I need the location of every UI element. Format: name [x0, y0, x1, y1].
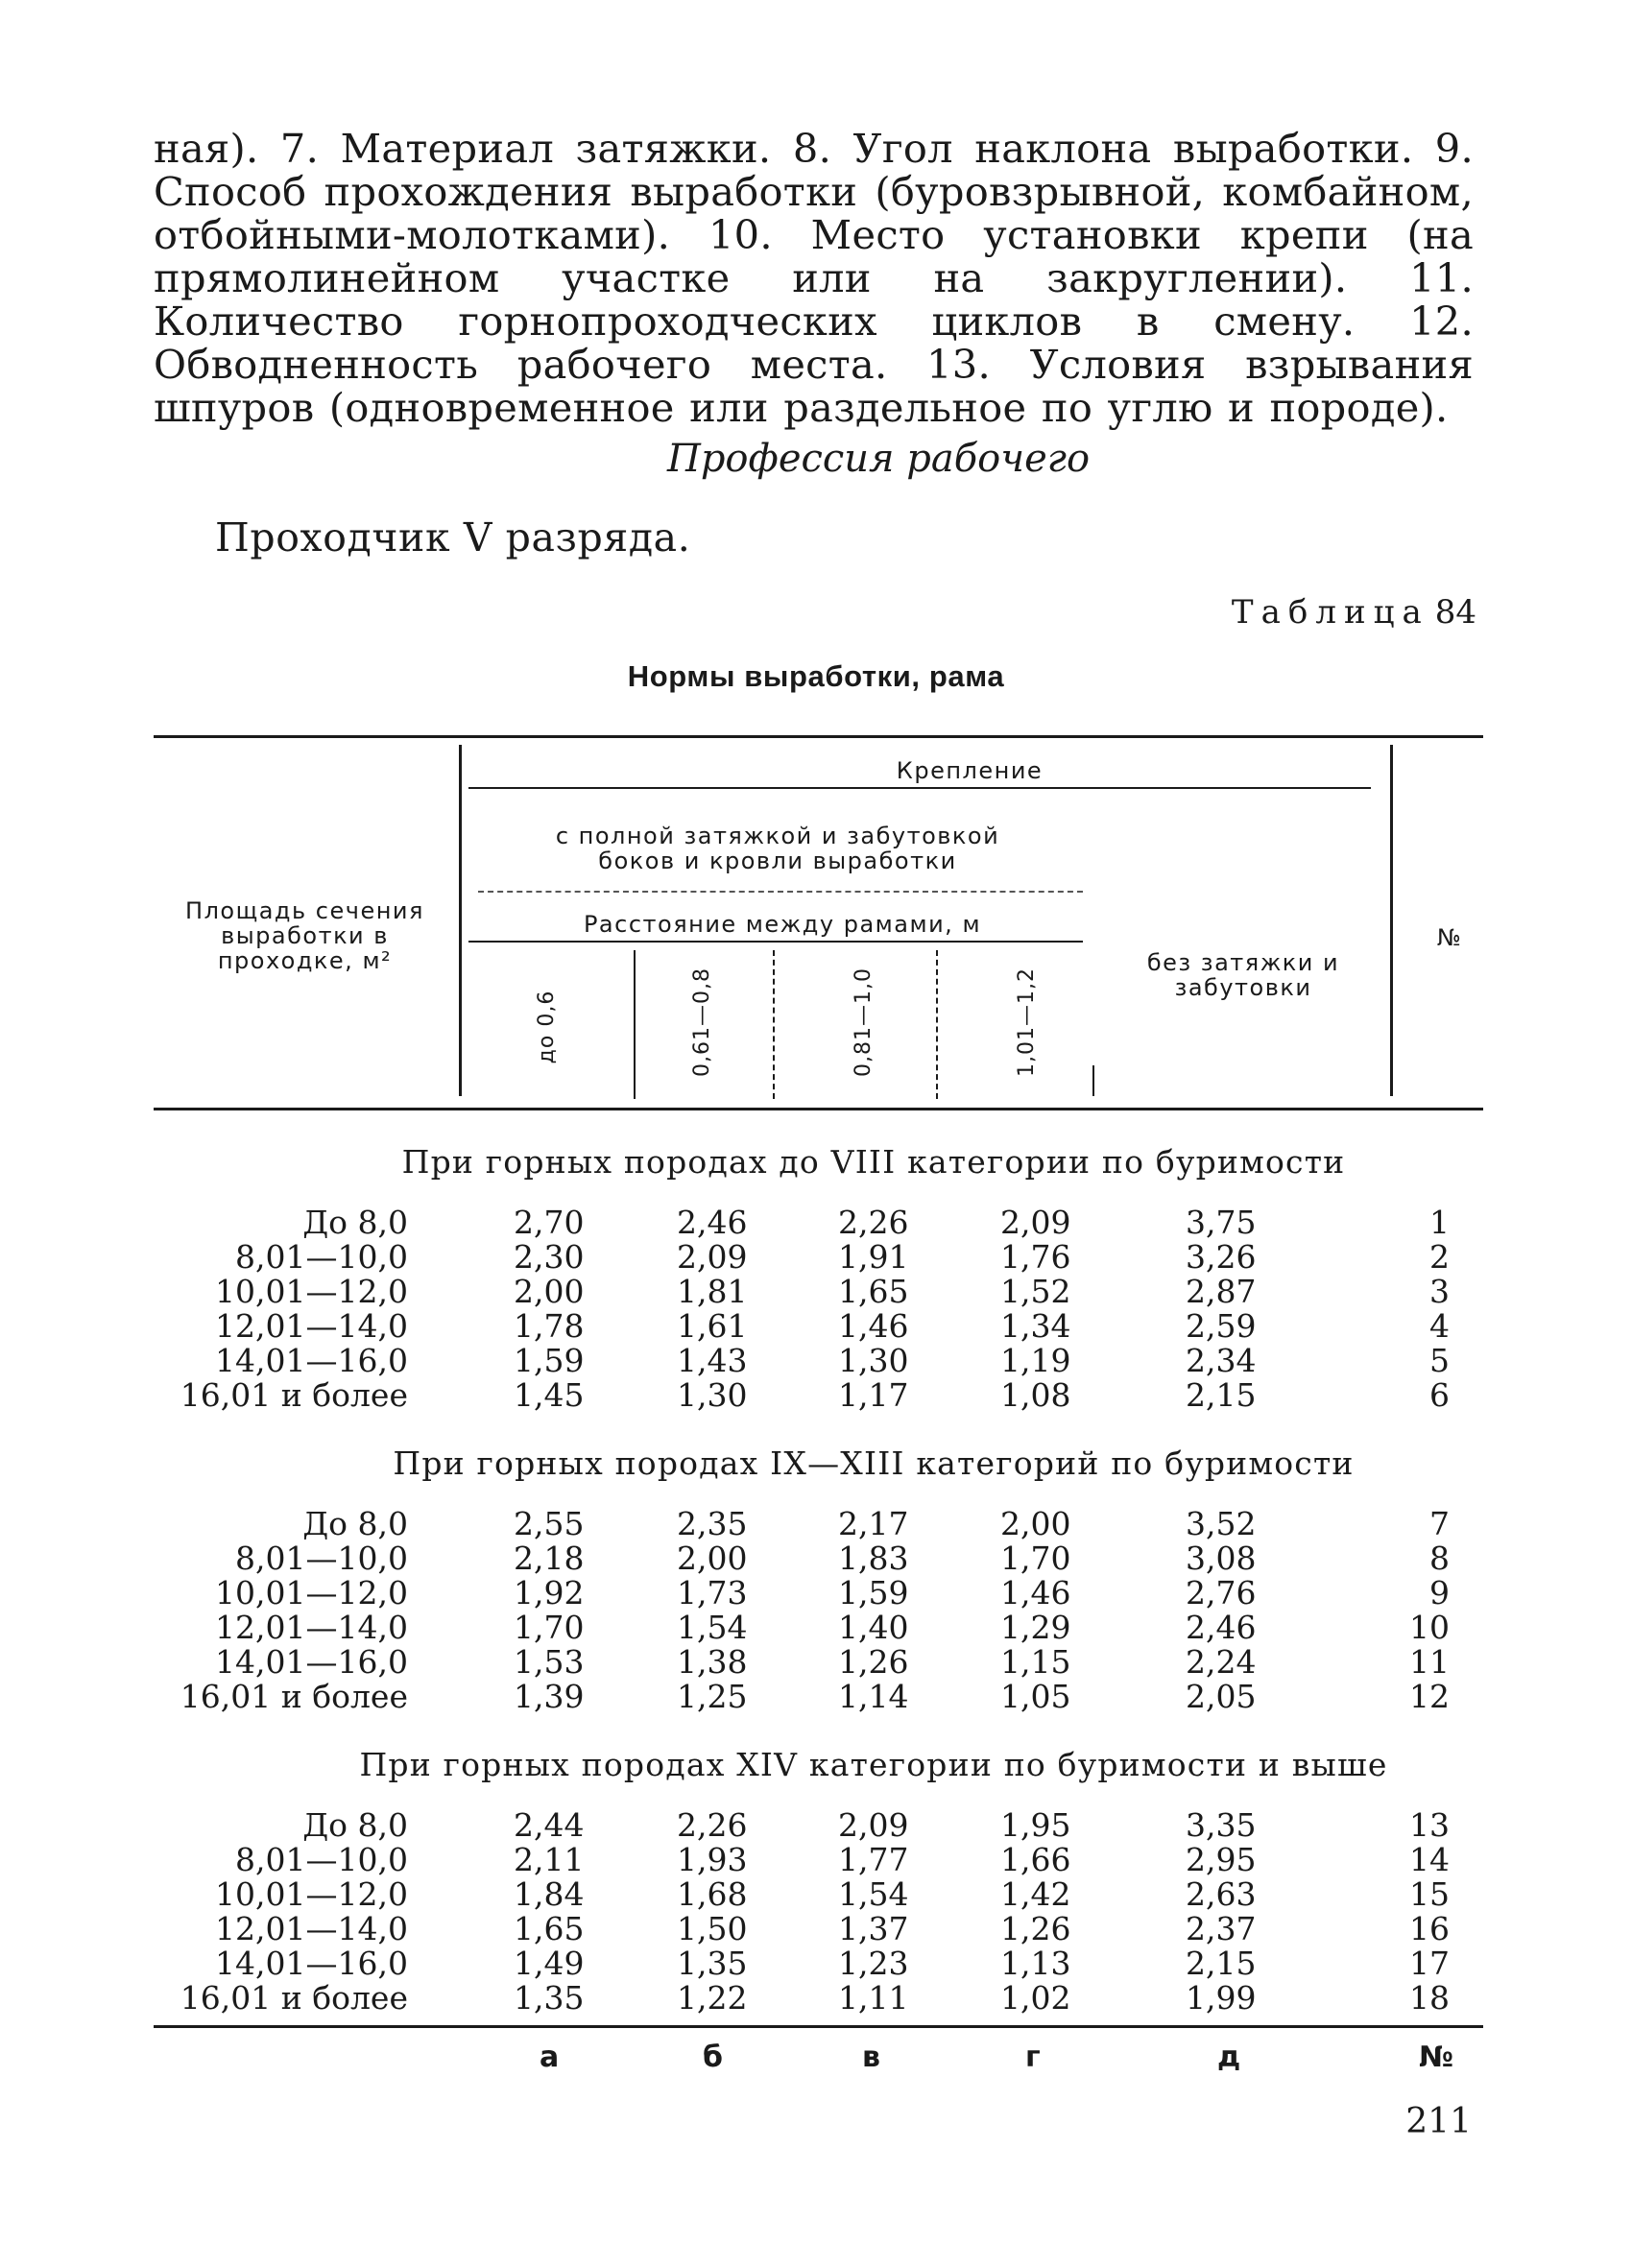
cell-b: 2,46: [677, 1204, 748, 1241]
cell-d: 1,52: [1000, 1273, 1071, 1310]
cell-n: 13: [1409, 1806, 1450, 1844]
cell-area: 14,01—16,0: [215, 1342, 408, 1379]
cell-c: 1,30: [838, 1342, 909, 1379]
lagging-underline: [478, 891, 1083, 893]
cell-d: 1,15: [1000, 1643, 1071, 1681]
cell-c: 1,54: [838, 1875, 909, 1913]
cell-c: 1,40: [838, 1609, 909, 1646]
cell-d: 1,29: [1000, 1609, 1071, 1646]
cell-e: 2,95: [1186, 1841, 1257, 1878]
header-top-rule: [154, 735, 1483, 738]
cell-e: 2,37: [1186, 1910, 1257, 1947]
cell-n: 14: [1409, 1841, 1450, 1878]
column-letter: №: [1419, 2041, 1454, 2074]
cell-c: 2,26: [838, 1204, 909, 1241]
cell-area: 8,01—10,0: [235, 1841, 408, 1878]
cell-b: 1,73: [677, 1574, 748, 1611]
cell-c: 1,91: [838, 1238, 909, 1276]
cell-c: 1,26: [838, 1643, 909, 1681]
cell-d: 1,95: [1000, 1806, 1071, 1844]
table-row: [0, 1307, 1632, 1345]
cell-n: 9: [1429, 1574, 1450, 1611]
cell-b: 1,22: [677, 1979, 748, 2017]
cell-n: 11: [1409, 1643, 1450, 1681]
cell-c: 2,09: [838, 1806, 909, 1844]
cell-c: 1,37: [838, 1910, 909, 1947]
cell-e: 2,46: [1186, 1609, 1257, 1646]
cell-d: 1,19: [1000, 1342, 1071, 1379]
cell-b: 1,25: [677, 1678, 748, 1715]
cell-c: 1,46: [838, 1307, 909, 1345]
cell-n: 5: [1429, 1342, 1450, 1379]
range-divider-2: [773, 950, 775, 1099]
cell-area: 16,01 и более: [180, 1979, 408, 2017]
cell-d: 1,70: [1000, 1540, 1071, 1577]
table-row: [0, 1238, 1632, 1276]
cell-e: 2,24: [1186, 1643, 1257, 1681]
cell-b: 1,30: [677, 1376, 748, 1414]
profession-line: Проходчик V разряда.: [215, 514, 691, 561]
range-header-3: 0,81—1,0: [852, 967, 876, 1077]
cell-a: 2,55: [514, 1505, 585, 1542]
cell-b: 1,68: [677, 1875, 748, 1913]
cell-n: 12: [1409, 1678, 1450, 1715]
cell-a: 2,44: [514, 1806, 585, 1844]
cell-a: 1,45: [514, 1376, 585, 1414]
cell-area: 8,01—10,0: [235, 1540, 408, 1577]
cell-a: 1,84: [514, 1875, 585, 1913]
cell-d: 1,76: [1000, 1238, 1071, 1276]
cell-a: 2,70: [514, 1204, 585, 1241]
range-header-4: 1,01—1,2: [1015, 967, 1039, 1077]
distance-header: Расстояние между рамами, м: [583, 911, 982, 938]
fastening-header: Крепление: [896, 757, 1044, 784]
cell-area: 10,01—12,0: [215, 1875, 408, 1913]
cell-n: 4: [1429, 1307, 1450, 1345]
cell-d: 1,08: [1000, 1376, 1071, 1414]
group-title: При горных породах IX—XIII категорий по буримости: [393, 1444, 1355, 1482]
cell-n: 8: [1429, 1540, 1450, 1577]
cell-d: 1,46: [1000, 1574, 1071, 1611]
cell-e: 2,15: [1186, 1376, 1257, 1414]
area-column-divider: [459, 745, 462, 1096]
table-row: [0, 1643, 1632, 1681]
cell-b: 2,26: [677, 1806, 748, 1844]
table-row: [0, 1376, 1632, 1414]
cell-c: 1,11: [838, 1979, 909, 2017]
table-label: [1232, 593, 1476, 632]
table-row: [0, 1875, 1632, 1913]
cell-a: 1,53: [514, 1643, 585, 1681]
cell-b: 2,09: [677, 1238, 748, 1276]
area-header: Площадь сечения выработки в проходке, м²: [185, 897, 424, 974]
cell-d: 1,26: [1000, 1910, 1071, 1947]
cell-b: 1,93: [677, 1841, 748, 1878]
table-title: Нормы выработки, рама: [627, 659, 1005, 693]
cell-area: 8,01—10,0: [235, 1238, 408, 1276]
cell-e: 3,08: [1186, 1540, 1257, 1577]
table-label-number: 84: [1434, 593, 1476, 632]
cell-e: 2,76: [1186, 1574, 1257, 1611]
cell-c: 1,23: [838, 1945, 909, 1982]
cell-b: 1,61: [677, 1307, 748, 1345]
table-row: [0, 1841, 1632, 1878]
cell-area: 10,01—12,0: [215, 1574, 408, 1611]
cell-a: 1,92: [514, 1574, 585, 1611]
cell-n: 6: [1429, 1376, 1450, 1414]
section-heading: Профессия рабочего: [666, 437, 1091, 481]
cell-d: 1,02: [1000, 1979, 1071, 2017]
cell-e: 2,63: [1186, 1875, 1257, 1913]
no-lagging-header: без затяжки и забутовки: [1146, 949, 1340, 1001]
cell-n: 16: [1409, 1910, 1450, 1947]
cell-d: 1,05: [1000, 1678, 1071, 1715]
cell-area: 12,01—14,0: [215, 1609, 408, 1646]
intro-paragraph: ная). 7. Материал затяжки. 8. Угол наклона выработки. 9. Способ прохождения выработки (буровзрывной, комбайном, отбойными-молотками). 10. Место установки крепи (на прямолинейном участке или на закруглении). 11. Количество горнопроходческих циклов в смену. 12. Обводненность рабочего места. 13. Условия взрывания шпуров (одновременное или раздельное по углю и породе).: [154, 125, 1474, 431]
cell-c: 1,83: [838, 1540, 909, 1577]
cell-e: 2,15: [1186, 1945, 1257, 1982]
cell-e: 2,87: [1186, 1273, 1257, 1310]
fastening-underline: [468, 787, 1371, 789]
cell-e: 2,05: [1186, 1678, 1257, 1715]
cell-n: 15: [1409, 1875, 1450, 1913]
cell-area: 14,01—16,0: [215, 1945, 408, 1982]
cell-b: 2,35: [677, 1505, 748, 1542]
table-row: [0, 1910, 1632, 1945]
cell-area: 12,01—14,0: [215, 1307, 408, 1345]
cell-a: 1,35: [514, 1979, 585, 2017]
range-divider-3: [936, 950, 938, 1099]
cell-d: 2,09: [1000, 1204, 1071, 1241]
cell-a: 2,30: [514, 1238, 585, 1276]
cell-e: 2,34: [1186, 1342, 1257, 1379]
cell-area: 16,01 и более: [180, 1376, 408, 1414]
cell-n: 18: [1409, 1979, 1450, 2017]
cell-area: 10,01—12,0: [215, 1273, 408, 1310]
page-number: 211: [1405, 2102, 1472, 2141]
cell-a: 1,39: [514, 1678, 585, 1715]
group-title: При горных породах XIV категории по буримости и выше: [359, 1746, 1388, 1783]
table-row: [0, 1574, 1632, 1609]
table-row: [0, 1979, 1632, 2017]
table-row: [0, 1505, 1632, 1540]
cell-c: 1,77: [838, 1841, 909, 1878]
group-title: При горных породах до VIII категории по буримости: [401, 1143, 1346, 1181]
column-letter: б: [703, 2041, 723, 2074]
cell-a: 1,59: [514, 1342, 585, 1379]
cell-c: 1,65: [838, 1273, 909, 1310]
cell-c: 1,14: [838, 1678, 909, 1715]
table-row: [0, 1806, 1632, 1844]
no-header: №: [1436, 924, 1463, 951]
range-header-2: 0,61—0,8: [690, 967, 714, 1077]
table-row: [0, 1273, 1632, 1310]
cell-d: 1,66: [1000, 1841, 1071, 1878]
column-letter: д: [1217, 2041, 1241, 2074]
cell-b: 2,00: [677, 1540, 748, 1577]
full-lagging-header: с полной затяжкой и забутовкой боков и кровли выработки: [555, 823, 1000, 874]
cell-b: 1,35: [677, 1945, 748, 1982]
cell-b: 1,50: [677, 1910, 748, 1947]
cell-n: 7: [1429, 1505, 1450, 1542]
range-header-1: до 0,6: [535, 990, 559, 1064]
cell-area: 16,01 и более: [180, 1678, 408, 1715]
cell-c: 1,59: [838, 1574, 909, 1611]
cell-d: 1,13: [1000, 1945, 1071, 1982]
cell-c: 1,17: [838, 1376, 909, 1414]
cell-e: 1,99: [1186, 1979, 1257, 2017]
table-row: [0, 1945, 1632, 1982]
cell-e: 3,75: [1186, 1204, 1257, 1241]
cell-c: 2,17: [838, 1505, 909, 1542]
cell-n: 17: [1409, 1945, 1450, 1982]
cell-area: До 8,0: [302, 1505, 408, 1542]
cell-n: 1: [1429, 1204, 1450, 1241]
cell-area: 14,01—16,0: [215, 1643, 408, 1681]
column-letter: а: [540, 2041, 560, 2074]
cell-e: 3,26: [1186, 1238, 1257, 1276]
cell-d: 2,00: [1000, 1505, 1071, 1542]
range-divider-4: [1092, 1065, 1094, 1096]
cell-a: 1,78: [514, 1307, 585, 1345]
column-letter: г: [1025, 2041, 1041, 2074]
no-column-divider: [1390, 745, 1393, 1096]
cell-d: 1,42: [1000, 1875, 1071, 1913]
cell-e: 3,52: [1186, 1505, 1257, 1542]
range-divider-1: [634, 950, 636, 1099]
cell-b: 1,38: [677, 1643, 748, 1681]
cell-b: 1,81: [677, 1273, 748, 1310]
cell-a: 2,11: [514, 1841, 585, 1878]
cell-a: 2,00: [514, 1273, 585, 1310]
cell-e: 2,59: [1186, 1307, 1257, 1345]
cell-e: 3,35: [1186, 1806, 1257, 1844]
table-row: [0, 1540, 1632, 1577]
cell-a: 2,18: [514, 1540, 585, 1577]
cell-area: До 8,0: [302, 1204, 408, 1241]
table-row: [0, 1609, 1632, 1646]
cell-n: 2: [1429, 1238, 1450, 1276]
cell-a: 1,65: [514, 1910, 585, 1947]
table-label-word: Таблица: [1231, 593, 1429, 632]
cell-a: 1,70: [514, 1609, 585, 1646]
cell-n: 10: [1409, 1609, 1450, 1646]
column-letter: в: [862, 2041, 880, 2074]
table-row: [0, 1342, 1632, 1379]
cell-area: До 8,0: [302, 1806, 408, 1844]
header-bottom-rule: [154, 1108, 1483, 1110]
cell-n: 3: [1429, 1273, 1450, 1310]
table-row: [0, 1204, 1632, 1241]
table-row: [0, 1678, 1632, 1715]
cell-b: 1,43: [677, 1342, 748, 1379]
cell-b: 1,54: [677, 1609, 748, 1646]
cell-d: 1,34: [1000, 1307, 1071, 1345]
table-bottom-rule: [154, 2025, 1483, 2028]
cell-a: 1,49: [514, 1945, 585, 1982]
cell-area: 12,01—14,0: [215, 1910, 408, 1947]
